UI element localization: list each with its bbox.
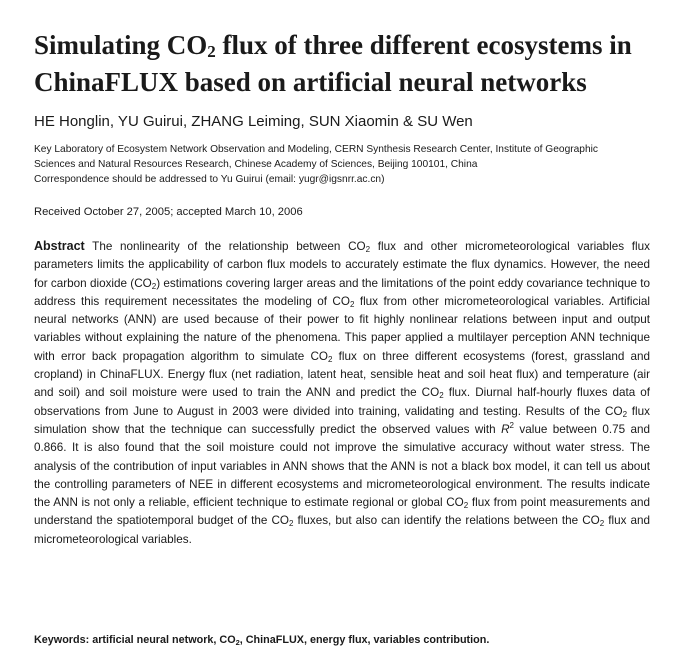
- abstract-paragraph: [34, 237, 650, 549]
- affiliation-block: [34, 142, 654, 187]
- abstract-subscript: 2: [328, 354, 333, 364]
- affiliation-line: Key Laboratory of Ecosystem Network Observation and Modeling, CERN Synthesis Research Center, Institute of Geographic: [34, 144, 598, 155]
- abstract-subscript: 2: [349, 299, 355, 309]
- abstract-text: flux and micrometeorological variables.: [34, 514, 651, 546]
- abstract-superscript: 2: [509, 420, 514, 430]
- abstract-r-symbol: R: [501, 422, 510, 436]
- abstract-subscript: 2: [439, 391, 444, 401]
- abstract-subscript: 2: [463, 501, 469, 511]
- abstract-text: The nonlinearity of the relationship between CO: [84, 240, 366, 253]
- author-list: HE Honglin, YU Guirui, ZHANG Leiming, SUN Xiaomin & SU Wen: [34, 113, 473, 130]
- abstract-text: flux. Diurnal half-hourly fluxes data of observations from June to August in 2003 were divided into training, validating and testing. Results of the CO: [34, 386, 650, 418]
- abstract-subscript: 2: [599, 519, 605, 529]
- affiliation-line: Sciences and Natural Resources Research, Chinese Academy of Sciences, Beijing 100101, China: [34, 159, 478, 170]
- keywords-text: Keywords: artificial neural network, CO: [34, 634, 236, 646]
- abstract-label: Abstract: [34, 239, 85, 253]
- paper-title: [34, 30, 664, 98]
- abstract-text: fluxes, but also can identify the relations between the CO: [293, 514, 600, 528]
- title-subscript: 2: [207, 42, 216, 61]
- keywords-line: [34, 634, 654, 647]
- correspondence-line: Correspondence should be addressed to Yu Guirui (email: yugr@igsnrr.ac.cn): [34, 174, 385, 185]
- abstract-text: ) estimations covering larger areas and the limitations of the point eddy covariance technique to address this requirement necessitates the modeling of CO: [34, 276, 650, 308]
- keywords-text: , ChinaFLUX, energy flux, variables contribution.: [239, 634, 490, 646]
- title-text-cont: flux of three different ecosystems in ChinaFLUX based on artificial neural networks: [34, 30, 632, 97]
- abstract-text: flux from point measurements and understand the spatiotemporal budget of the CO: [34, 496, 650, 528]
- keywords-subscript: 2: [235, 638, 240, 647]
- abstract-text: value between 0.75 and 0.866. It is also found that the soil moisture could not improve the simulative accuracy without water stress. The analysis of the contribution of input variables in ANN shows that the ANN is not a black box model, it can tell us about the controlling parameters of NEE in different ecosystems and micrometeorological environment. The results indicate the ANN is not only a reliable, efficient technique to estimate regional or global CO: [34, 422, 650, 510]
- abstract-text: flux and other micrometeorological variables flux parameters limits the applicability of carbon flux models to accurately estimate the flux dynamics. However, the need for carbon dioxide (CO: [34, 240, 650, 290]
- received-date: Received October 27, 2005; accepted March 10, 2006: [34, 206, 303, 218]
- title-text: Simulating CO: [34, 30, 208, 60]
- abstract-subscript: 2: [365, 245, 371, 254]
- abstract-subscript: 2: [289, 519, 294, 529]
- abstract-text: flux on three different ecosystems (forest, grassland and cropland) in ChinaFLUX. Energy flux (net radiation, latent heat, sensible heat and soil heat flux) and temperature (air and soil) and soil moisture were used to train the ANN and predict the CO: [34, 349, 650, 400]
- abstract-text: flux simulation show that the technique can successfully predict the observed values with: [34, 404, 650, 436]
- abstract-text: flux from other micrometeorological variables. Artificial neural networks (ANN) are used because of their power to fit highly nonlinear relations between input and output variables without explaining the nature of the phenomena. This paper applied a multilayer perception ANN technique with error back propagation algorithm to simulate CO: [34, 294, 650, 363]
- abstract-subscript: 2: [151, 281, 157, 291]
- abstract-subscript: 2: [622, 409, 628, 419]
